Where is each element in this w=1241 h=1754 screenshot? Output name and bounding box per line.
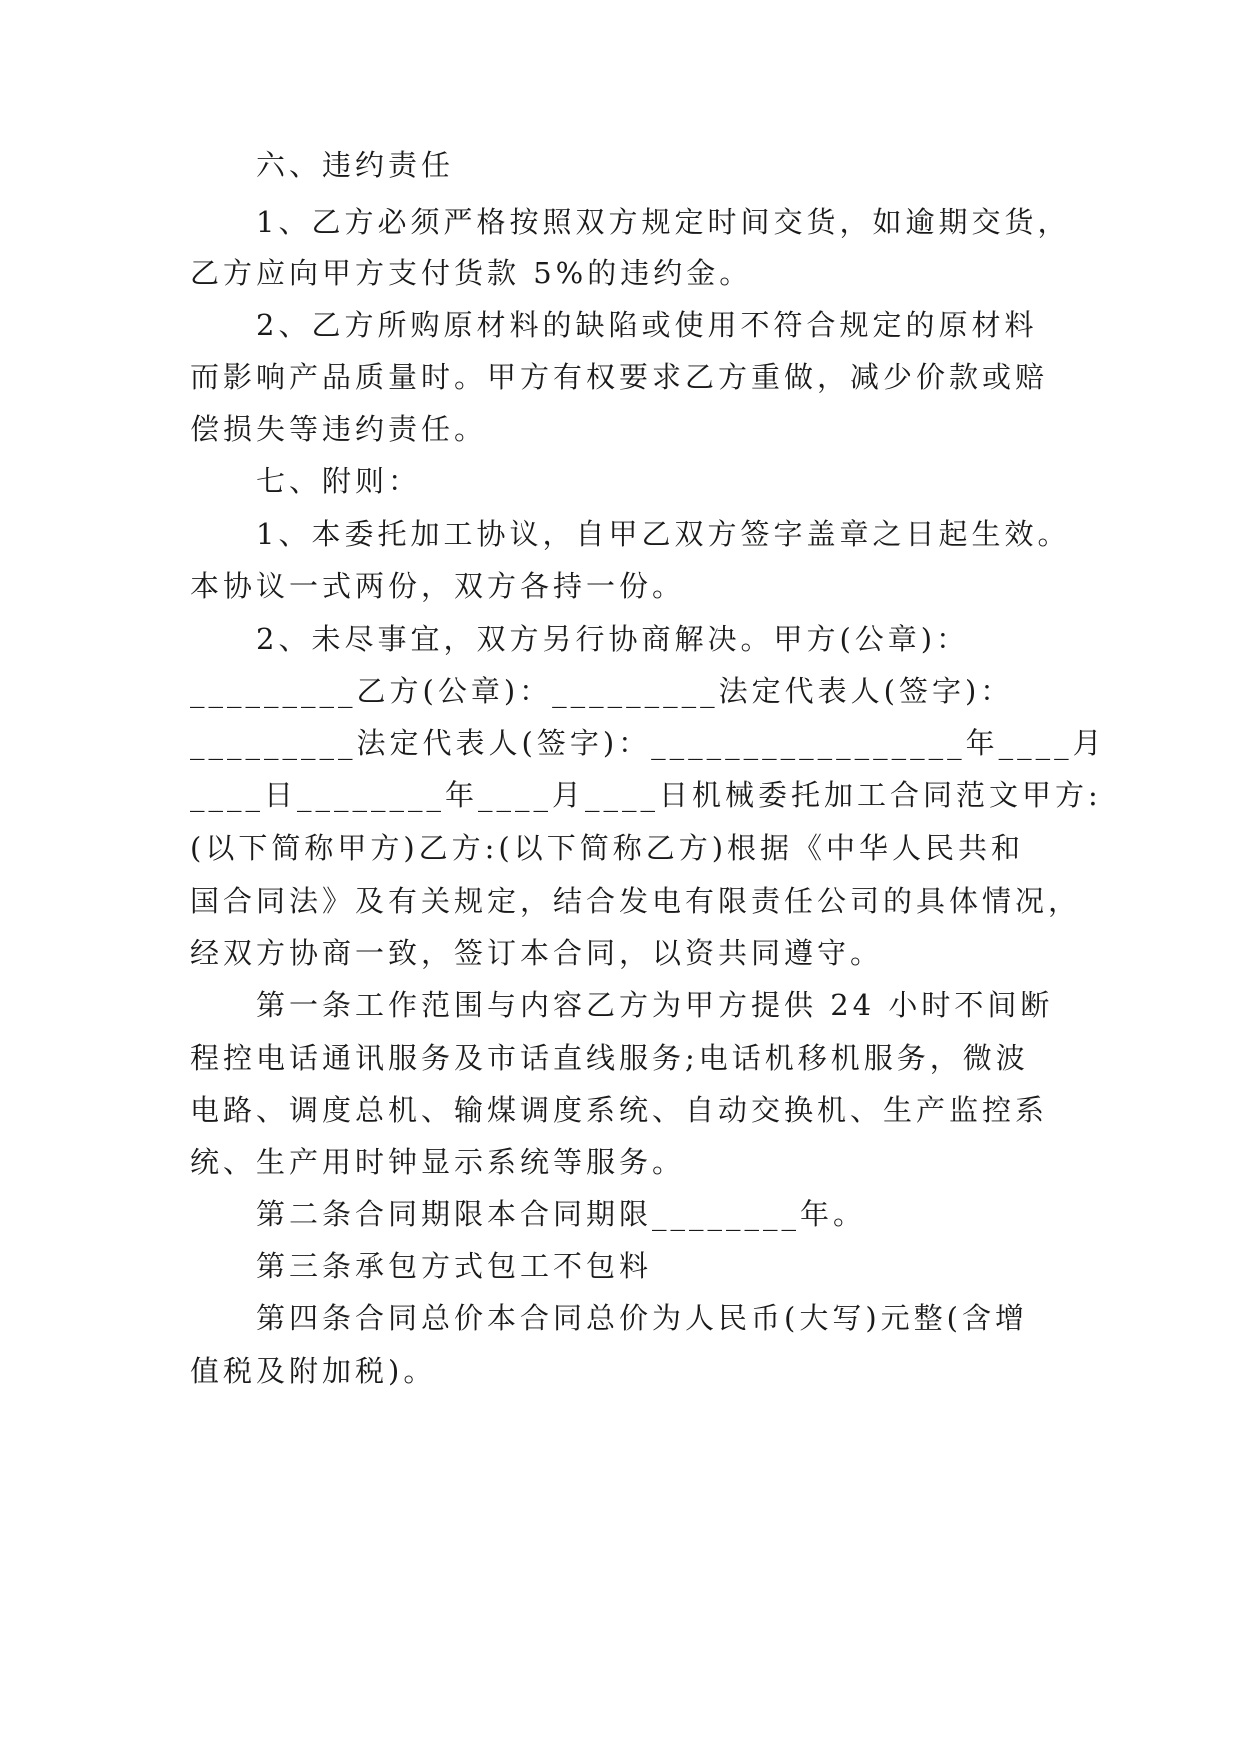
paragraph-line: 经双方协商一致，签订本合同，以资共同遵守。 [190, 936, 884, 970]
signature-line: ____日________年____月____日机械委托加工合同范文甲方: [190, 778, 1102, 812]
paragraph-line: 第四条合同总价本合同总价为人民币(大写)元整(含增 [256, 1301, 1028, 1335]
heading-supplementary: 七、附则： [256, 464, 422, 498]
paragraph-line: 2、未尽事宜，双方另行协商解决。甲方(公章)： [256, 622, 970, 656]
paragraph-line: 1、本委托加工协议，自甲乙双方签字盖章之日起生效。 [256, 517, 1071, 551]
paragraph-line: 国合同法》及有关规定，结合发电有限责任公司的具体情况， [190, 884, 1082, 918]
paragraph-line: (以下简称甲方)乙方:(以下简称乙方)根据《中华人民共和 [190, 831, 1025, 865]
paragraph-line: 第一条工作范围与内容乙方为甲方提供 24 小时不间断 [256, 988, 1054, 1022]
paragraph-line: 第三条承包方式包工不包料 [256, 1249, 653, 1283]
paragraph-line: 本协议一式两份，双方各持一份。 [190, 569, 686, 603]
heading-breach-liability: 六、违约责任 [256, 148, 455, 182]
paragraph-line: 而影响产品质量时。甲方有权要求乙方重做，减少价款或赔 [190, 360, 1049, 394]
paragraph-line: 统、生产用时钟显示系统等服务。 [190, 1145, 686, 1179]
paragraph-line: 2、乙方所购原材料的缺陷或使用不符合规定的原材料 [256, 308, 1038, 342]
paragraph-line: 程控电话通讯服务及市话直线服务;电话机移机服务，微波 [190, 1041, 1029, 1075]
paragraph-line: 第二条合同期限本合同期限________年。 [256, 1197, 867, 1231]
paragraph-line: 电路、调度总机、输煤调度系统、自动交换机、生产监控系 [190, 1093, 1049, 1127]
paragraph-line: 乙方应向甲方支付货款 5%的违约金。 [190, 256, 753, 290]
paragraph-line: 偿损失等违约责任。 [190, 412, 488, 446]
paragraph-line: 值税及附加税)。 [190, 1354, 437, 1388]
signature-line: _________法定代表人(签字)：_________________年____月 [190, 726, 1106, 760]
paragraph-line: 1、乙方必须严格按照双方规定时间交货，如逾期交货， [256, 205, 1071, 239]
signature-line: _________乙方(公章)：_________法定代表人(签字)： [190, 674, 1014, 708]
